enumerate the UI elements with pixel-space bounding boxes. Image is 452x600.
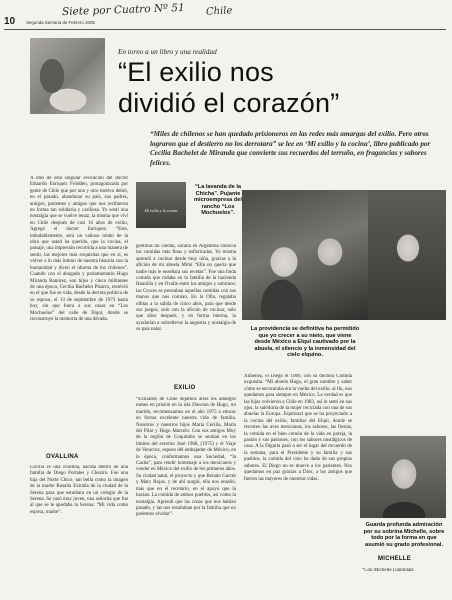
book-cover (136, 182, 186, 228)
subheading-michelle: MICHELLE (378, 556, 412, 562)
subheading-ovallina: OVALLINA (46, 454, 79, 460)
column-4-text: “Con Michelle (candidata (362, 568, 414, 573)
handwritten-note-left: Siete por Cuatro Nº 51 (61, 1, 185, 19)
woman-photo (360, 436, 446, 518)
column-3-text: Ximénez, el Diego el 1989, con su doctora Comida exquisita. “Mi abuelo Hugo, el gran nombre y saber cómo se encontraba era la vuelta del exilio, al fin, nos quedamos para siempre en México. La verdad es que las hijas volvieron a Chile en 1983, así lo sentí en sus ojos, la sabiduría de la mujer reciclada con una de sus abuelas la Europa. Espiritual que se ha proyectado a la cocina del exilio, familiar del Elqui, donde se recorren las aves mexicanas, los sabores, las fiestas, la comida en el bien común de la vida en pareja, la pasión y sus pasiones, con los sabores nostálgicos de casa. A la Diguita pasó a ser el lugar del recuerdo de la semana, para el Presidente y su familia y sus pueblos, la comida del vino ha dado de sus propios sabores. El Diego no se mueve a los parientes. Nos quedamos en paz gracias a Dios; a los amigos que fueron las mayores de nuestras vidas. (244, 374, 352, 482)
book-caption: “La lavanda de la Chicha”. Pujante microempresa del rancho “Los Mochuelos”. (194, 184, 242, 217)
article-lead: “Miles de chilenos se han quedado prisioneros en las redes más amargas del exilio. Pero otros lograron que el destierro no los derrotara” se lee en ‘Mi exilio y la cocina’, libro publicado por Cecilia Bachelet de Miranda que convierte sus recuerdos del terruño, en fragancias y sabores felices. (150, 130, 431, 167)
middle-caption: La providencia se definitiva ha permitido que yo crecer a su nieto, que viene desde México a Elqui cautivado por la abuela, el silencio y la inmensidad del cielo elquino. (250, 326, 360, 359)
column-1-text: A ntes de esta singular evocación del doctor Eduardo Enríquez Frödden, protagonizada por gente de Chile que por uno y otro motivo debió, en el pasado, abandonar su país, sus padres, amigos, parientes y amigos que nos recibieron en forma tan solidaria y cariñosa. Yo sentí una nostalgia que se vuelve tenaz, la misma que viví en Chile después de casi 16 años de exilio, Agregó el doctor Enríquez: “Este, indudablemente, será un valioso relato de la obra que usted ha querido, que la cocina, el paisaje, una impresión recorrida a una manera de sentir, las mejores más exquisitas que en sí, es volver a lo más íntimo de nuestra historia con la humanidad y dicen el idioma de los chilenos”. Cuando con el abogado y parlamentario Hugo Miranda Ramírez, son hijos y cinco militantes de una época, Cecilia Bachelet Pizarro, resolvió en el que fue su vida, desde la derrota política de su esposo, el 13 de septiembre de 1973 hasta hoy, sin que fuera a sus casas en “Los Mochuelos” del valle de Elqui, donde se reconstruye la memoria de una década. (30, 176, 128, 322)
headline-line-1: “El exilio nos (118, 57, 274, 87)
bottom-caption: Guarda profunda admiración por su sobrina Michelle, sobre todo por la forma en que asumió su grado profesional. (363, 522, 445, 548)
column-2-text-b: “Exiliados de Chile dejamos atrás los amargos meses en prisión en la isla Dawson de Hugo, mi marido, recomenzamos en el año 1975 a educar en forma excelente nuestra vida de familia. Nosotros y nuestros hijos María Cecilia, María del Pilar y Hugo Marcelo. Con sus amigos Muy de la región de Coquimbo se sentían en los límites del exterior José 1968, (1975) y el Viaje de Veracruz, esposo del embajador de México, en la época, conformamos una Sociedad, “la Casita”, para rendir homenaje a los mexicanos y vender en México del exilio de los primeros años. Su ciudad natal, el proyecto y que Renato Garcés y Mary Rojas, y de ahí surgió, ella nos enseñó, más que en el recetario, en el apoyo que la hacían. La comida de ambos pueblos, así como la nostalgia. Aprendí que las cosas que nos habían pasado, y las nos resultaban por la familia que no podemos olvidar”. (136, 397, 236, 518)
author-photo (30, 38, 105, 114)
header-rule (4, 29, 446, 30)
headline-line-2: dividió el corazón” (118, 88, 340, 118)
portrait-photo-right (368, 190, 446, 320)
column-2-text: gentinas mi cuenta, sacaba en Argentina conocía las comidas más finas y sofisticadas. Yo misma aprendí a cocinar desde muy niña, gracias a la afición de mi abuela Mimí “Ella no quería que nadie más le enseñara sus recetas”. Fue una linda comida que rodaba en la familia de la hacienda Huanilla y en Ovalle entre los amigos y sobrinos; las Cruces se prestaban aquellas comidas con sus manos que nos comían. En la Olla, regalaba ollitas a la salida de cinco años, para que desde sus juegos, solo con la afición de cocinar, solo que años después, y en forma interna, la ayudarían a sobrellevar la angustia y nostalgia de su país natal. (136, 244, 236, 333)
handwritten-note-right: Chile (205, 5, 233, 18)
column-1-text-b: Cecilia es una ovallina, nacida dentro de una familia de Diego Portales y Cheziro. Fue una hija del Norte Chico, tan bella como la imagen de la madre Rosalía Extraña de la ciudad de la Serena para que estudiara en un colegio de la Serena. Se casó muy joven, una señorita que fue al que se le apodaba la Serena: “Mi vida como esposa, madre”. (30, 465, 128, 515)
subheading-exilio: EXILIO (174, 385, 196, 391)
date-line: Segunda Semana de Febrero 2005 (26, 20, 95, 25)
book-cover-title: Mi exilio y la cocina (144, 208, 178, 213)
family-photo (242, 190, 368, 320)
article-kicker: En torno a un libro y una realidad (118, 48, 217, 56)
page-number: 10 (4, 16, 16, 27)
